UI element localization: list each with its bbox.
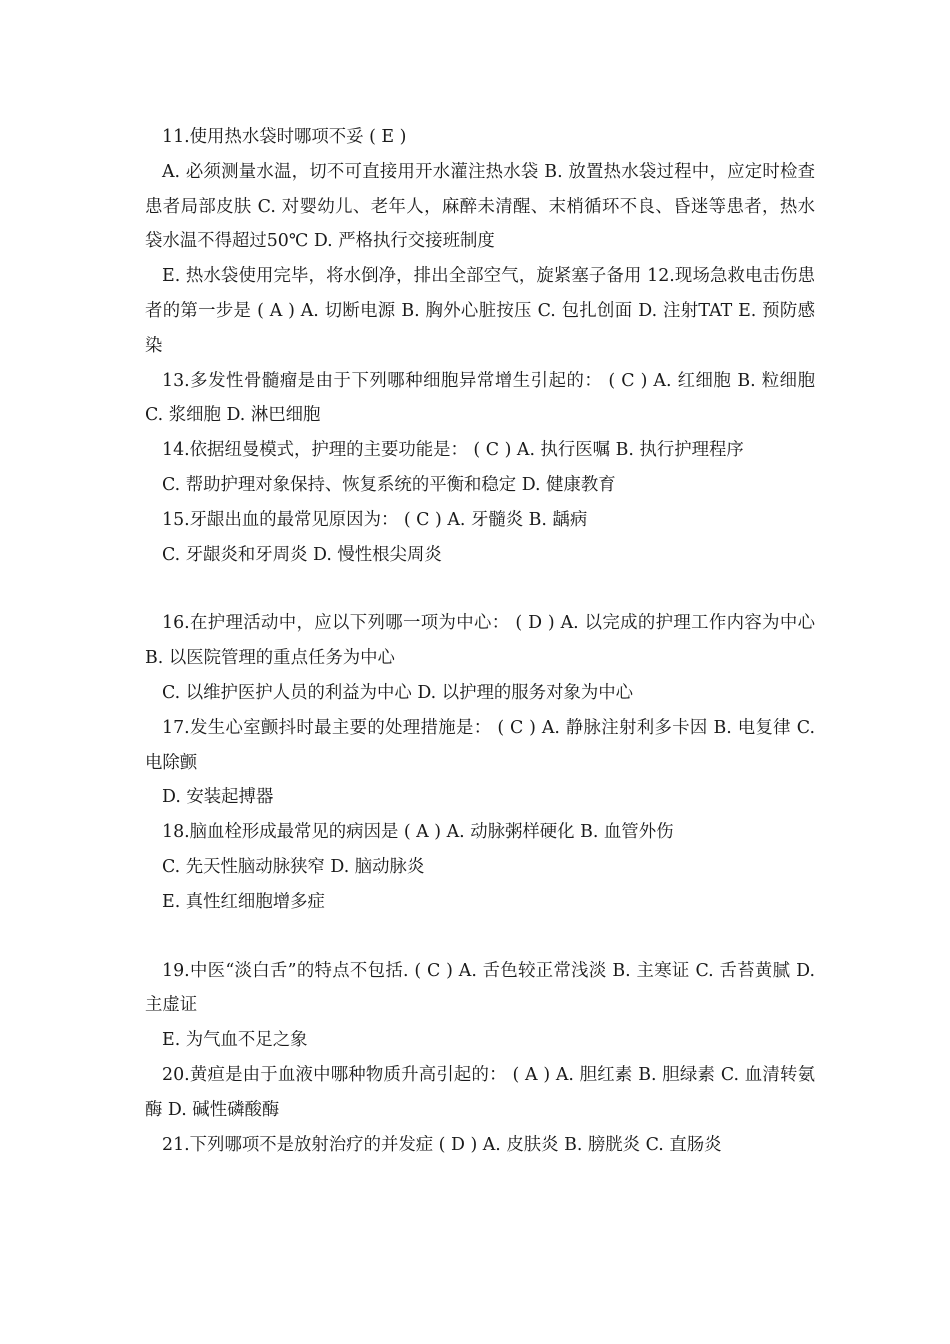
question-14-options: C. 帮助护理对象保持、恢复系统的平衡和稳定 D. 健康教育 — [162, 474, 616, 495]
question-11-options: A. 必须测量水温，切不可直接用开水灌注热水袋 B. 放置热水袋过程中，应定时检查患者局部皮肤 C. 对婴幼儿、老年人，麻醉未清醒、末梢循环不良、昏迷等患者，热水袋水温不得超过50℃ D. 严格执行交接班制度 — [145, 161, 815, 252]
question-16-stem: 16.在护理活动中，应以下列哪一项为中心： ( D ) A. 以完成的护理工作内容为中心 B. 以医院管理的重点任务为中心 — [145, 613, 815, 669]
question-19-stem: 19.中医“淡白舌”的特点不包括. ( C ) A. 舌色较正常浅淡 B. 主寒证 C. 舌苔黄腻 D. 主虚证 — [145, 960, 815, 1016]
question-17-options: D. 安装起搏器 — [162, 787, 274, 808]
question-18-stem: 18.脑血栓形成最常见的病因是 ( A ) A. 动脉粥样硬化 B. 血管外伤 — [162, 822, 674, 843]
question-18-option-e: E. 真性红细胞增多症 — [162, 891, 325, 912]
question-21: 21.下列哪项不是放射治疗的并发症 ( D ) A. 皮肤炎 B. 膀胱炎 C. 直肠炎 — [162, 1134, 722, 1155]
question-13: 13.多发性骨髓瘤是由于下列哪种细胞异常增生引起的： ( C ) A. 红细胞 B. 粒细胞 C. 浆细胞 D. 淋巴细胞 — [145, 370, 815, 426]
question-14-stem: 14.依据纽曼模式，护理的主要功能是： ( C ) A. 执行医嘱 B. 执行护理程序 — [162, 440, 744, 461]
question-15-options: C. 牙龈炎和牙周炎 D. 慢性根尖周炎 — [162, 544, 442, 565]
question-17-stem: 17.发生心室颤抖时最主要的处理措施是： ( C ) A. 静脉注射利多卡因 B. 电复律 C. 电除颤 — [145, 717, 815, 773]
question-11-stem: 11.使用热水袋时哪项不妥 ( E ) — [162, 127, 407, 147]
question-20: 20.黄疸是由于血液中哪种物质升高引起的： ( A ) A. 胆红素 B. 胆绿素 C. 血清转氨酶 D. 碱性磷酸酶 — [145, 1064, 815, 1120]
question-19-option-e: E. 为气血不足之象 — [162, 1030, 308, 1051]
question-18-options: C. 先天性脑动脉狭窄 D. 脑动脉炎 — [162, 856, 425, 877]
paragraph-gap — [145, 920, 815, 954]
paragraph-gap — [145, 572, 815, 606]
document-body — [145, 120, 815, 1162]
question-11-12-text: E. 热水袋使用完毕，将水倒净，排出全部空气，旋紧塞子备用 12.现场急救电击伤患者的第一步是 ( A ) A. 切断电源 B. 胸外心脏按压 C. 包扎创面 D. 注射TAT E. 预防感染 — [145, 266, 815, 356]
question-15-stem: 15.牙龈出血的最常见原因为： ( C ) A. 牙髓炎 B. 龋病 — [162, 509, 588, 530]
question-16-options: C. 以维护医护人员的利益为中心 D. 以护理的服务对象为中心 — [162, 682, 634, 703]
